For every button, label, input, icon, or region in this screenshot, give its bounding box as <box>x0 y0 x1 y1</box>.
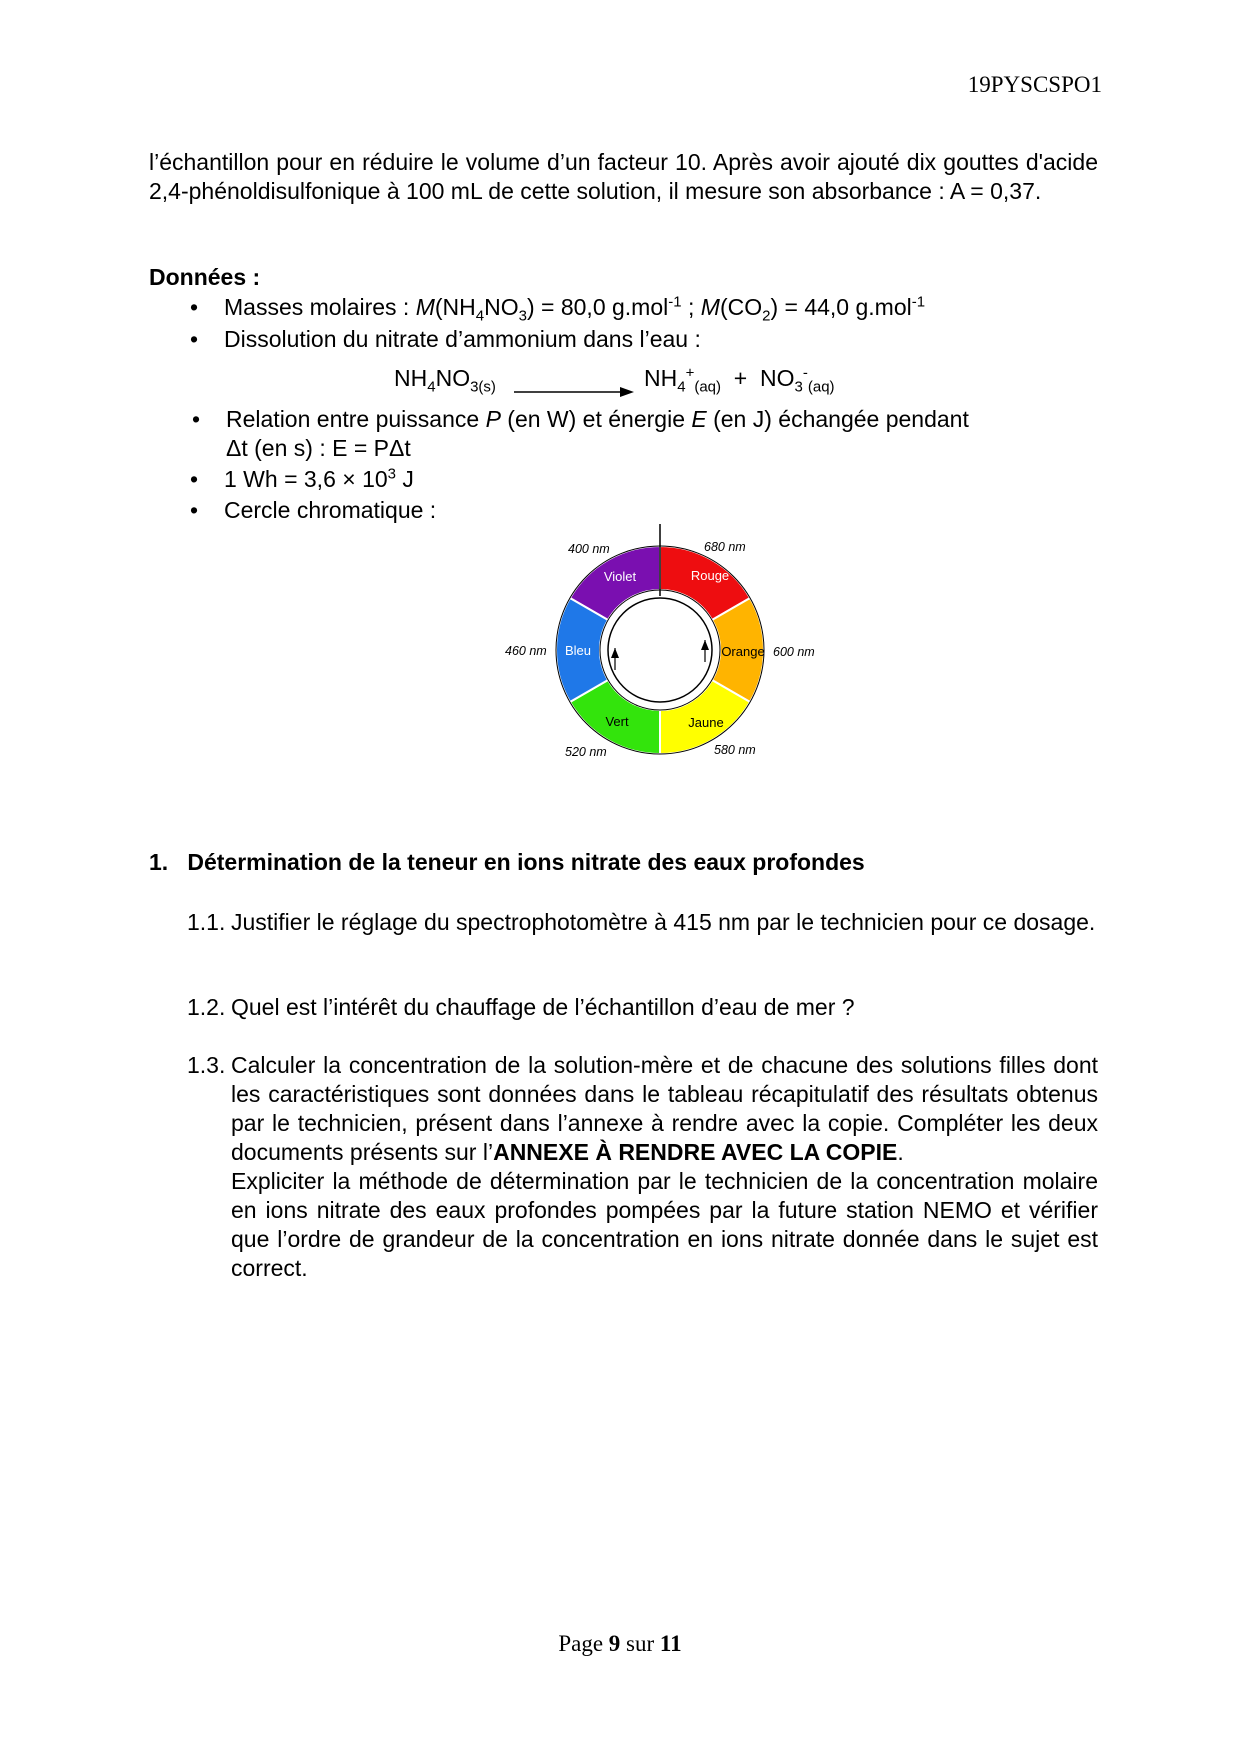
dissolution-equation <box>394 364 835 396</box>
wheel-label-rouge: Rouge <box>690 568 730 583</box>
bullet-dot: • <box>190 294 199 320</box>
wl-580: 580 nm <box>714 743 756 757</box>
products: $NH_4^+_{(aq)} + NO_3^-_{(aq)}$ <box>644 364 835 396</box>
wl-600: 600 nm <box>773 645 815 659</box>
bullet-dot: • <box>192 406 201 432</box>
wl-400: 400 nm <box>568 542 610 556</box>
question-1-3: 1.3. Calculer la concentration de la solution-mère et de chacune des solutions filles dont les caractéristiques sont données dans le tableau récapitulatif des résultats obtenus par le technicien, présent dans l’annexe à rendre avec la copie. Compléter les deux documents présents sur l’ANNEXE À RENDRE AVEC LA COPIE. Expliciter la méthode de détermination par le technicien de la concentration molaire en ions nitrate des eaux profondes pompées par la future station NEMO et vérifier que l’ordre de grandeur de la concentration en ions nitrate donnée dans le sujet est correct. <box>187 1052 1098 1281</box>
bullet-dissolution: • Dissolution du nitrate d’ammonium dans l’eau : <box>190 326 701 352</box>
bullet-wh: • 1 $Wh = 3,6 \times 10^3$ J <box>190 465 414 492</box>
bullet-dot: • <box>190 326 199 352</box>
intro-paragraph: l’échantillon pour en réduire le volume d’un facteur 10. Après avoir ajouté dix gouttes d'acide 2,4-phénoldisulfonique à 100 mL de cette solution, il mesure son absorbance : A = 0,37. <box>149 149 1098 204</box>
wheel-label-jaune: Jaune <box>688 715 724 730</box>
bullet-relation: • Relation entre puissance P (en W) et énergie E (en J) échangée pendant Δt (en s) : E = PΔt <box>192 406 969 461</box>
wl-680: 680 nm <box>704 540 746 554</box>
bullet-dot: • <box>190 466 199 492</box>
reaction-arrow-icon <box>514 377 634 404</box>
wl-460: 460 nm <box>505 644 547 658</box>
page-footer: Page 9 sur 11 <box>558 1631 682 1656</box>
wheel-label-violet: Violet <box>603 569 637 584</box>
color-wheel-svg <box>490 520 840 790</box>
wheel-label-orange: Orange <box>721 644 765 659</box>
bullet-masses-molaires: • Masses molaires : $M(NH_4NO_3) = 80,0$ g.mol$^{-1}$ ; $M(CO_2) = 44,0$ g.mol$^{-1}$ <box>190 293 926 325</box>
wheel-label-vert: Vert <box>605 714 629 729</box>
reactant: $NH_4NO_{3(s)}$ <box>394 365 496 396</box>
wl-520: 520 nm <box>565 745 607 759</box>
question-1-1: 1.1. Justifier le réglage du spectrophotomètre à 415 nm par le technicien pour ce dosage. <box>187 909 1096 935</box>
wheel-label-bleu: Bleu <box>564 643 592 658</box>
bullet-cercle: • Cercle chromatique : <box>190 497 437 523</box>
bullet-dot: • <box>190 497 199 523</box>
donnees-title: Données : <box>149 264 261 290</box>
section-1-title: 1. Détermination de la teneur en ions nitrate des eaux profondes <box>149 849 865 875</box>
question-1-2: 1.2. Quel est l’intérêt du chauffage de l’échantillon d’eau de mer ? <box>187 994 855 1020</box>
document-code: 19PYSCSPO1 <box>967 72 1102 97</box>
color-wheel-figure <box>490 520 840 795</box>
